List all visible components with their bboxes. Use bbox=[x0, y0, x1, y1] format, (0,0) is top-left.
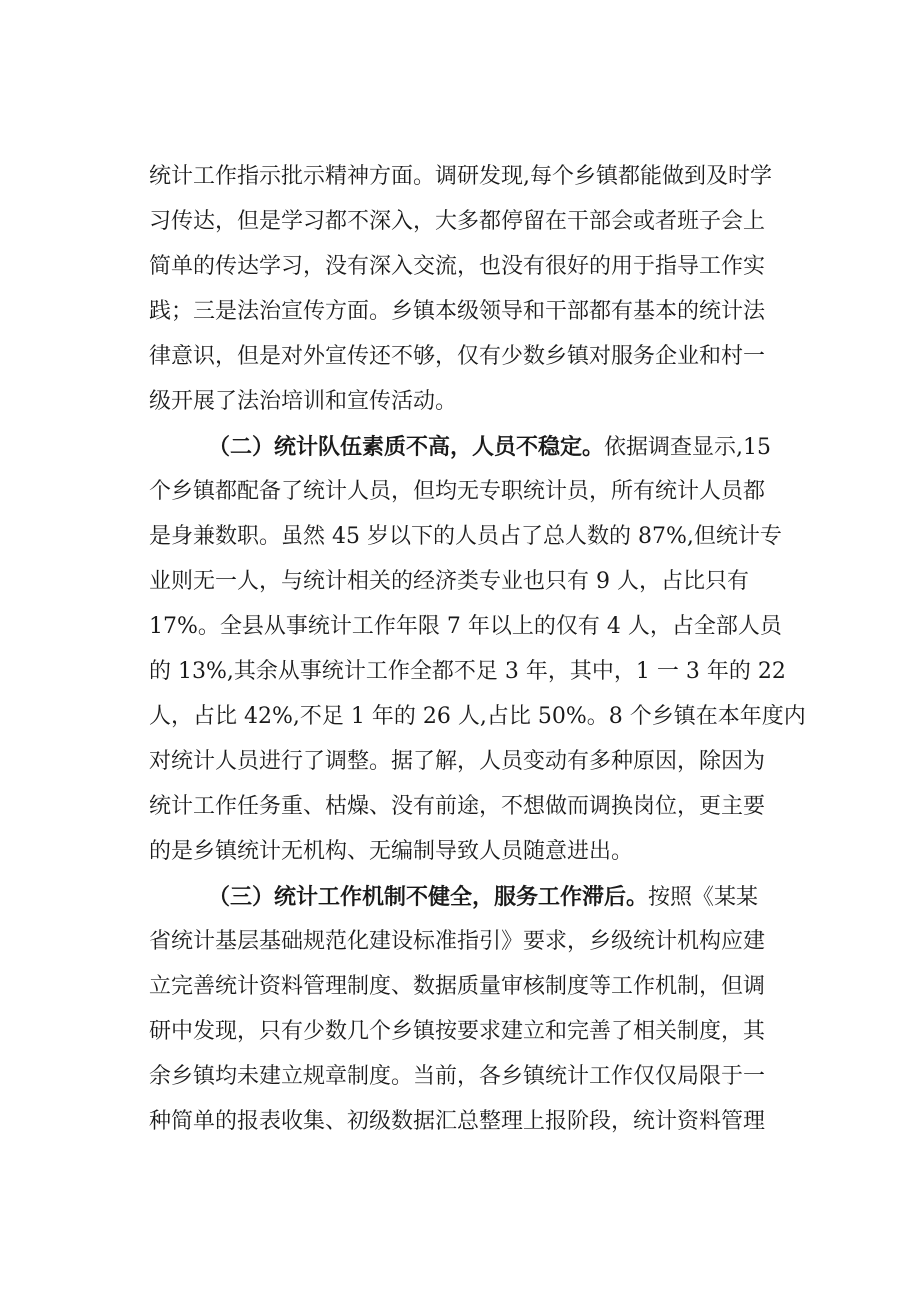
body-line: 简单的传达学习，没有深入交流，也没有很好的用于指导工作实 bbox=[149, 254, 766, 279]
body-line: 立完善统计资料管理制度、数据质量审核制度等工作机制，但调 bbox=[149, 974, 766, 999]
body-line: 个乡镇都配备了统计人员，但均无专职统计员，所有统计人员都 bbox=[149, 479, 766, 504]
body-text: 按照《某某 bbox=[648, 885, 759, 910]
body-line: 的是乡镇统计无机构、无编制导致人员随意进出。 bbox=[149, 839, 634, 864]
body-line: 践；三是法治宣传方面。乡镇本级领导和干部都有基本的统计法 bbox=[149, 299, 766, 324]
body-line: 习传达，但是学习都不深入，大多都停留在干部会或者班子会上 bbox=[149, 209, 766, 234]
body-line: 余乡镇均未建立规章制度。当前，各乡镇统计工作仅仅局限于一 bbox=[149, 1064, 766, 1089]
body-line: 的 13%,其余从事统计工作全都不足 3 年，其中，1 一 3 年的 22 bbox=[149, 659, 786, 684]
body-line: 种简单的报表收集、初级数据汇总整理上报阶段，统计资料管理 bbox=[149, 1109, 766, 1134]
section-heading-line bbox=[208, 427, 771, 467]
section-heading: （三）统计工作机制不健全，服务工作滞后。 bbox=[208, 884, 649, 910]
body-line: 是身兼数职。虽然 45 岁以下的人员占了总人数的 87%,但统计专 bbox=[149, 524, 782, 549]
body-line: 17%。全县从事统计工作年限 7 年以上的仅有 4 人，占全部人员 bbox=[149, 614, 782, 639]
body-line: 省统计基层基础规范化建设标准指引》要求，乡级统计机构应建 bbox=[149, 929, 766, 954]
body-line: 律意识，但是对外宣传还不够，仅有少数乡镇对服务企业和村一 bbox=[149, 344, 766, 369]
section-heading-line bbox=[208, 877, 758, 917]
body-line: 人，占比 42%,不足 1 年的 26 人,占比 50%。8 个乡镇在本年度内 bbox=[149, 704, 806, 729]
body-line: 业则无一人，与统计相关的经济类专业也只有 9 人，占比只有 bbox=[149, 569, 749, 594]
body-line: 对统计人员进行了调整。据了解，人员变动有多种原因，除因为 bbox=[149, 749, 766, 774]
body-line: 级开展了法治培训和宣传活动。 bbox=[149, 389, 458, 414]
body-line: 统计工作任务重、枯燥、没有前途，不想做而调换岗位，更主要 bbox=[149, 794, 766, 819]
body-line: 研中发现，只有少数几个乡镇按要求建立和完善了相关制度，其 bbox=[149, 1019, 766, 1044]
body-line: 统计工作指示批示精神方面。调研发现,每个乡镇都能做到及时学 bbox=[149, 164, 772, 189]
body-text: 依据调查显示,15 bbox=[604, 435, 772, 460]
section-heading: （二）统计队伍素质不高，人员不稳定。 bbox=[208, 434, 605, 460]
